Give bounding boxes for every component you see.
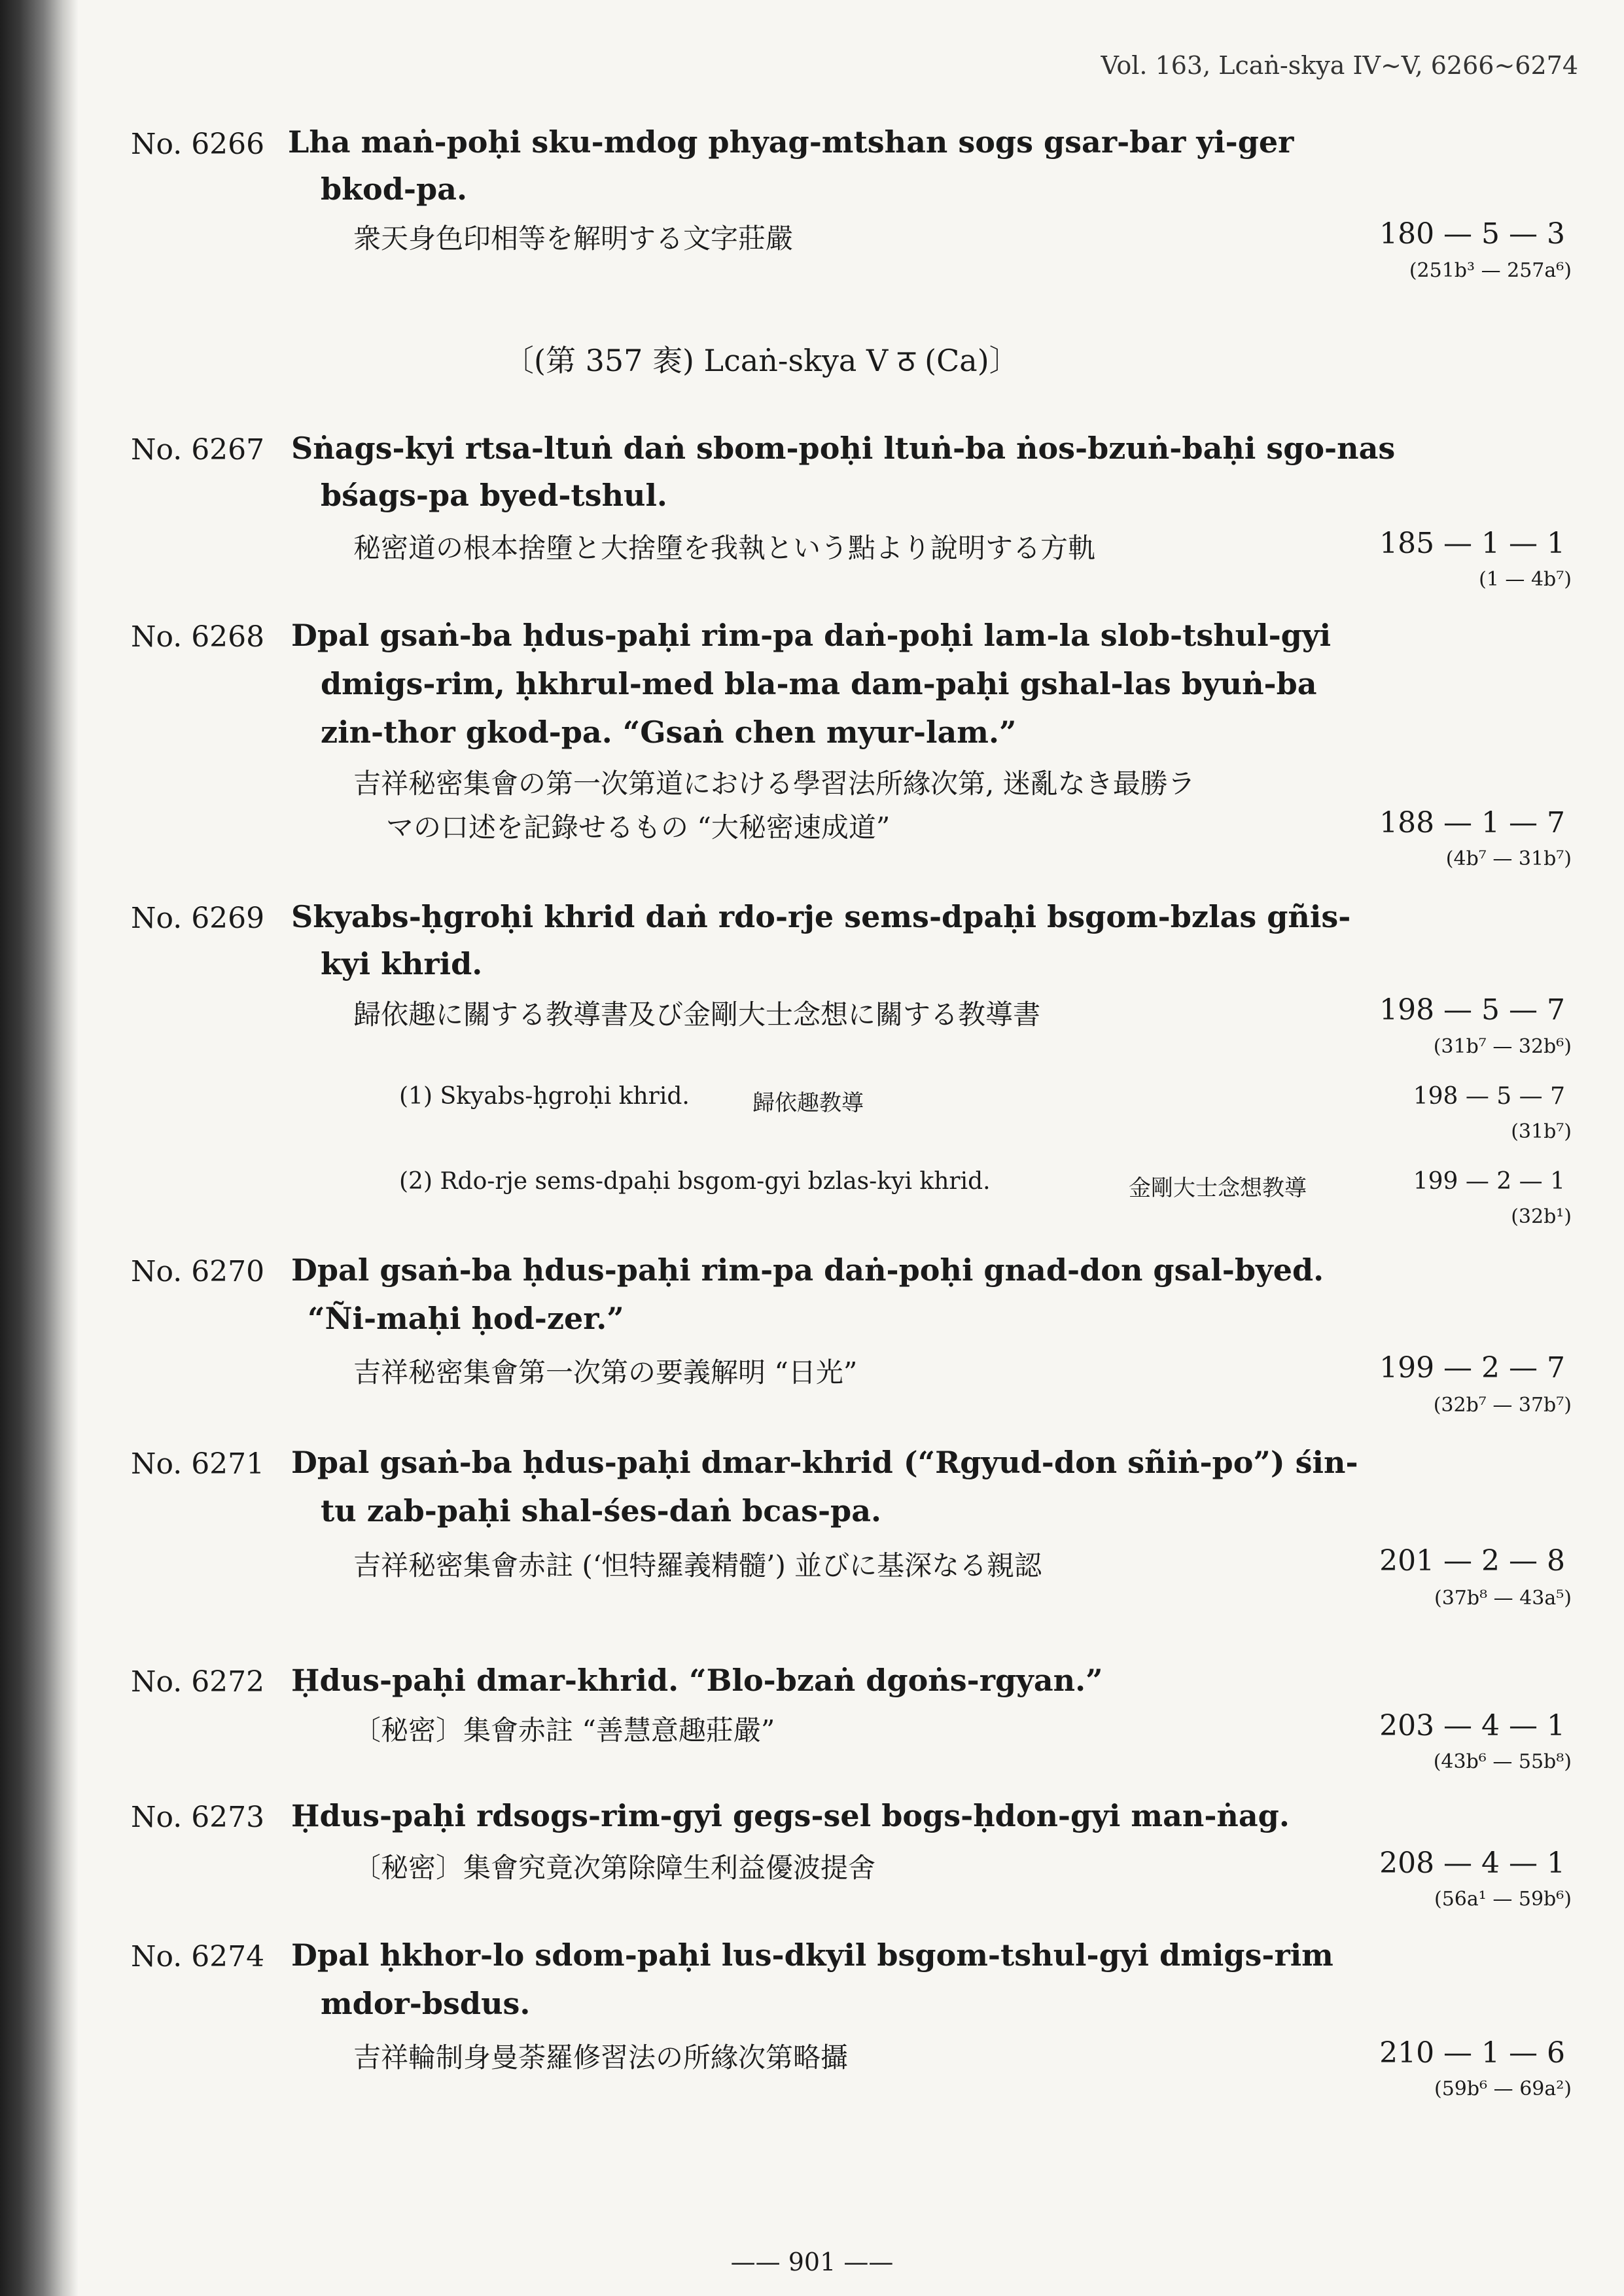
entry-title-line: zin-thor gkod-pa. “Gsaṅ chen myur-lam.” bbox=[321, 715, 1017, 750]
entry-japanese-title: 吉祥輪制身曼荼羅修習法の所緣次第略攝 bbox=[353, 2041, 849, 2074]
entry-reference: 210 — 1 — 6 bbox=[1379, 2036, 1565, 2070]
entry-reference: 203 — 4 — 1 bbox=[1379, 1709, 1565, 1742]
entry-reference: 185 — 1 — 1 bbox=[1379, 527, 1565, 560]
entry-japanese-title: マの口述を記錄せるもの “大秘密速成道” bbox=[386, 811, 891, 843]
entry-japanese-title: 歸依趣に關する教導書及び金剛大士念想に關する教導書 bbox=[353, 998, 1041, 1031]
entry-number: No. 6274 bbox=[131, 1940, 265, 1973]
entry-title-line: “Ñi-maḥi ḥod-zer.” bbox=[308, 1301, 624, 1336]
entry-number: No. 6270 bbox=[131, 1255, 265, 1288]
entry-title-line: bśags-pa byed-tshul. bbox=[321, 478, 667, 513]
entry-number: No. 6268 bbox=[131, 620, 265, 654]
entry-reference: 208 — 4 — 1 bbox=[1379, 1846, 1565, 1880]
entry-number: No. 6269 bbox=[131, 902, 265, 935]
entry-title-line: Skyabs-ḥgroḥi khrid daṅ rdo-rje sems-dpaḥi bsgom-bzlas gñis- bbox=[291, 899, 1351, 934]
entry-japanese-title: 衆天身色印相等を解明する文字莊嚴 bbox=[353, 222, 794, 255]
entry-japanese-title: 吉祥秘密集會の第一次第道における學習法所緣次第, 迷亂なき最勝ラ bbox=[353, 768, 1195, 800]
entry-title-line: Dpal gsaṅ-ba ḥdus-paḥi rim-pa daṅ-poḥi gnad-don gsal-byed. bbox=[291, 1252, 1324, 1288]
entry-japanese-title: 秘密道の根本捨墮と大捨墮を我執という點より說明する方軌 bbox=[353, 532, 1096, 564]
running-head: Vol. 163, Lcaṅ-skya IV∼V, 6266∼6274 bbox=[1101, 51, 1578, 80]
entry-title-line: Dpal ḥkhor-lo sdom-paḥi lus-dkyil bsgom-tshul-gyi dmigs-rim bbox=[291, 1937, 1333, 1973]
book-binding-shadow bbox=[0, 0, 79, 2296]
entry-title-line: Dpal gsaṅ-ba ḥdus-paḥi rim-pa daṅ-poḥi lam-la slob-tshul-gyi bbox=[291, 618, 1332, 653]
entry-title-line: Ḥdus-paḥi dmar-khrid. “Blo-bzaṅ dgoṅs-rgyan.” bbox=[291, 1663, 1103, 1698]
entry-folio: (59b⁶ — 69a²) bbox=[1434, 2077, 1572, 2100]
entry-reference: 201 — 2 — 8 bbox=[1379, 1544, 1565, 1578]
sub-entry-title: (2) Rdo-rje sems-dpaḥi bsgom-gyi bzlas-kyi khrid. bbox=[399, 1168, 991, 1195]
entry-japanese-title: 〔秘密〕集會赤註 “善慧意趣莊嚴” bbox=[353, 1714, 775, 1746]
entry-japanese-title: 〔秘密〕集會究竟次第除障生利益優波提舍 bbox=[353, 1852, 876, 1884]
entry-reference: 188 — 1 — 7 bbox=[1379, 806, 1565, 839]
entry-title-line: dmigs-rim, ḥkhrul-med bla-ma dam-paḥi gshal-las byuṅ-ba bbox=[321, 666, 1317, 701]
entry-folio: (56a¹ — 59b⁶) bbox=[1434, 1888, 1572, 1911]
entry-title-line: kyi khrid. bbox=[321, 946, 483, 981]
sub-entry-japanese: 金剛大士念想教導 bbox=[1129, 1175, 1307, 1201]
entry-reference: 198 — 5 — 7 bbox=[1379, 993, 1565, 1027]
entry-title-line: bkod-pa. bbox=[321, 171, 467, 207]
sub-entry-japanese: 歸依趣教導 bbox=[752, 1090, 864, 1116]
entry-title-line: Dpal gsaṅ-ba ḥdus-paḥi dmar-khrid (“Rgyud-don sñiṅ-po”) śin- bbox=[291, 1445, 1358, 1480]
sub-entry-title: (1) Skyabs-ḥgroḥi khrid. bbox=[399, 1083, 690, 1110]
entry-folio: (31b⁷ — 32b⁶) bbox=[1433, 1035, 1572, 1058]
entry-japanese-title: 吉祥秘密集會第一次第の要義解明 “日光” bbox=[353, 1356, 858, 1388]
entry-number: No. 6267 bbox=[131, 433, 265, 467]
entry-title-line: Ḥdus-paḥi rdsogs-rim-gyi gegs-sel bogs-ḥdon-gyi man-ṅag. bbox=[291, 1798, 1290, 1833]
sub-entry-reference: 198 — 5 — 7 bbox=[1413, 1083, 1565, 1110]
entry-reference: 199 — 2 — 7 bbox=[1379, 1351, 1565, 1385]
entry-japanese-title: 吉祥秘密集會赤註 (‘怛特羅義精髓’) 並びに基深なる親認 bbox=[353, 1549, 1042, 1581]
entry-title-line: mdor-bsdus. bbox=[321, 1986, 531, 2021]
entry-title-line: Lha maṅ-poḥi sku-mdog phyag-mtshan sogs gsar-bar yi-ger bbox=[288, 124, 1294, 160]
entry-number: No. 6266 bbox=[131, 128, 265, 161]
entry-folio: (4b⁷ — 31b⁷) bbox=[1445, 847, 1572, 870]
entry-folio: (43b⁶ — 55b⁸) bbox=[1433, 1750, 1572, 1773]
sub-entry-folio: (32b¹) bbox=[1511, 1205, 1572, 1228]
entry-folio: (1 — 4b⁷) bbox=[1479, 568, 1572, 591]
page-number: —— 901 —— bbox=[730, 2248, 894, 2276]
volume-heading: 〔(第 357 袠) Lcaṅ-skya V ठ (Ca)〕 bbox=[504, 343, 1019, 378]
entry-folio: (37b⁸ — 43a⁵) bbox=[1434, 1587, 1572, 1610]
entry-number: No. 6273 bbox=[131, 1801, 265, 1834]
entry-folio: (32b⁷ — 37b⁷) bbox=[1433, 1394, 1572, 1417]
entry-folio: (251b³ — 257a⁶) bbox=[1409, 259, 1572, 282]
entry-title-line: tu zab-paḥi shal-śes-daṅ bcas-pa. bbox=[321, 1493, 882, 1528]
entry-number: No. 6272 bbox=[131, 1665, 265, 1699]
entry-reference: 180 — 5 — 3 bbox=[1379, 217, 1565, 251]
entry-number: No. 6271 bbox=[131, 1447, 265, 1481]
sub-entry-folio: (31b⁷) bbox=[1511, 1120, 1572, 1143]
sub-entry-reference: 199 — 2 — 1 bbox=[1413, 1168, 1565, 1195]
entry-title-line: Sṅags-kyi rtsa-ltuṅ daṅ sbom-poḥi ltuṅ-ba ṅos-bzuṅ-baḥi sgo-nas bbox=[291, 431, 1396, 466]
